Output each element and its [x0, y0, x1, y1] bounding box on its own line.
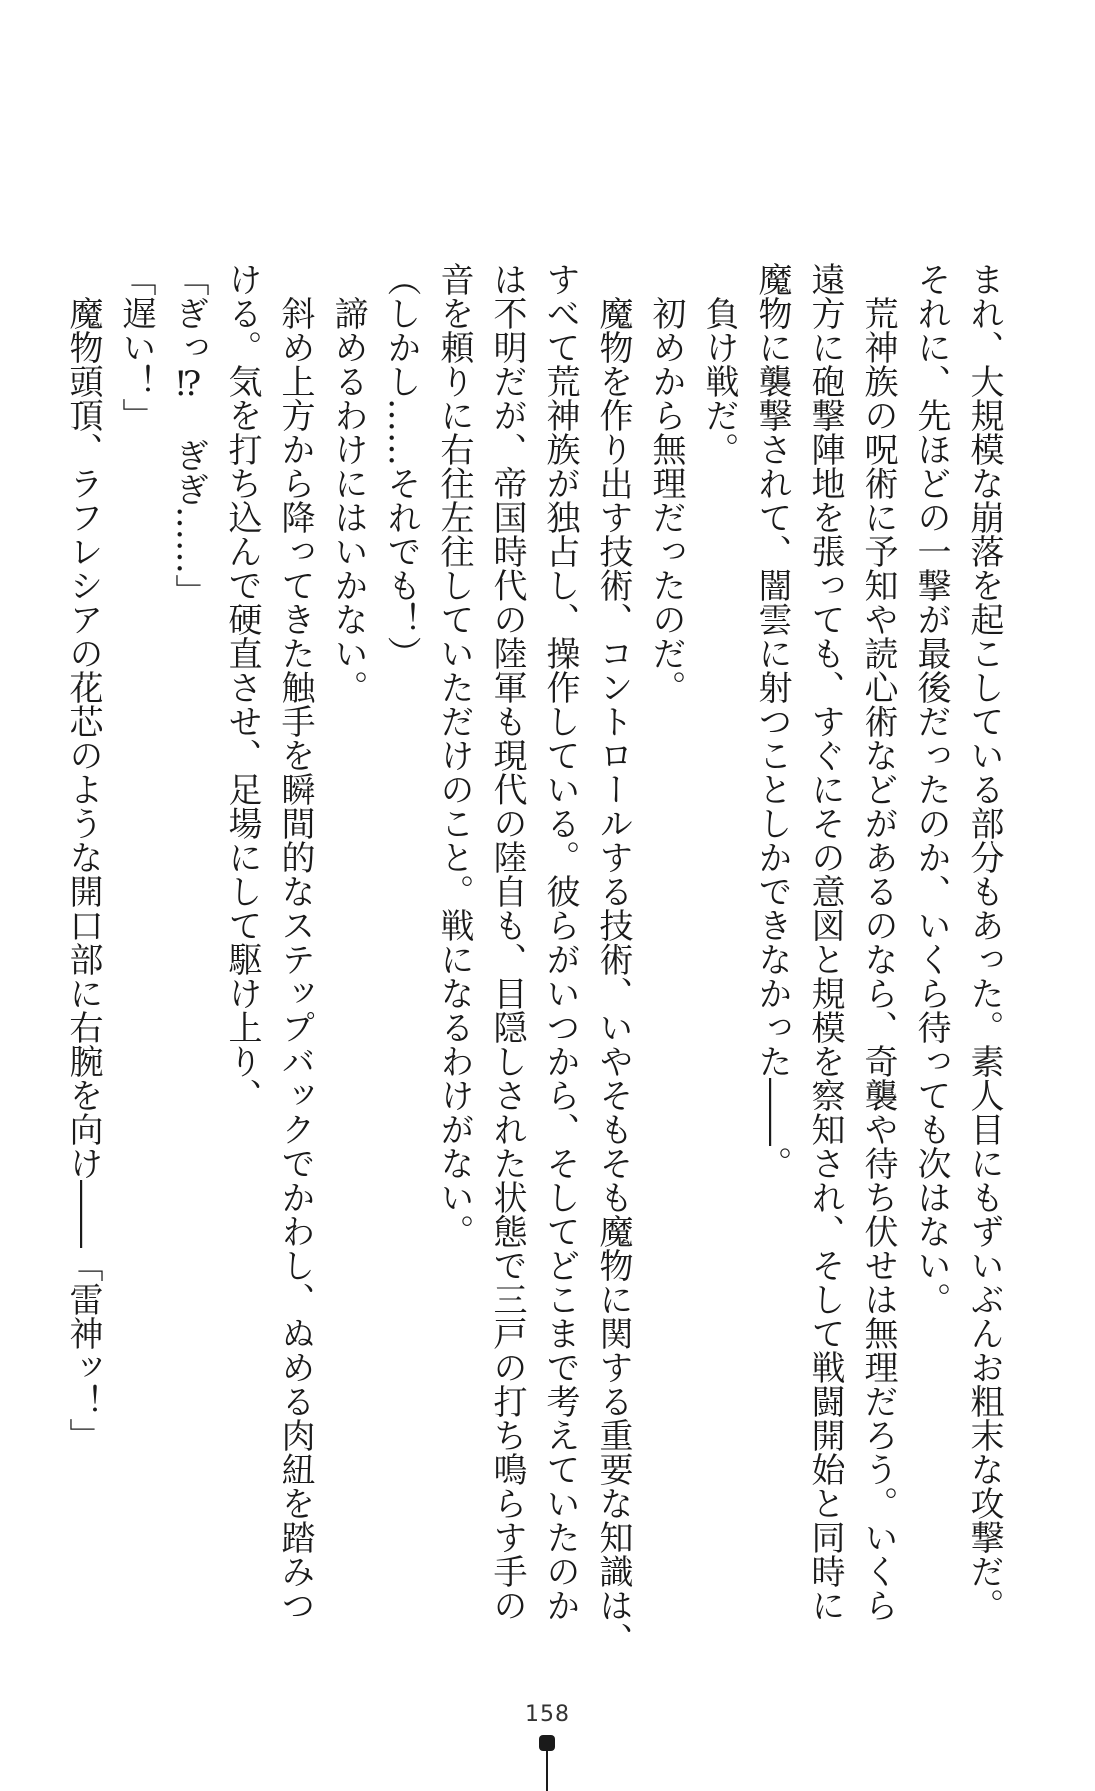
text-line: 「ぎっ⁉ ぎぎ……」: [169, 262, 209, 608]
text-line: 初めから無理だったのだ。: [646, 296, 686, 704]
text-line: 音を頼りに右往左往していただけのこと。戦になるわけがない。: [434, 262, 474, 1248]
text-line: 魔物頭頂、ラフレシアの花芯のような開口部に右腕を向け――「雷神ッ！」: [63, 296, 103, 1452]
text-line: 負け戦だ。: [699, 296, 739, 466]
text-line: ける。気を打ち込んで硬直させ、足場にして駆け上り、: [222, 262, 262, 1112]
page-number: 158: [525, 1702, 570, 1727]
text-line: 「遅い！」: [116, 262, 156, 432]
folio-rule: [546, 1751, 548, 1791]
text-line: （しかし……それでも！）: [381, 262, 421, 670]
body-text: [63, 262, 1010, 1656]
folio-ornament: [539, 1735, 555, 1751]
text-line: すべて荒神族が独占し、操作している。彼らがいつから、そしてどこまで考えていたのか: [540, 262, 580, 1622]
text-line: は不明だが、帝国時代の陸軍も現代の陸自も、目隠しされた状態で三戸の打ち鳴らす手の: [487, 262, 527, 1622]
text-line: 魔物に襲撃されて、闇雲に射つことしかできなかった――。: [752, 262, 792, 1180]
text-line: まれ、大規模な崩落を起こしている部分もあった。素人目にもずいぶんお粗末な攻撃だ。: [964, 262, 1004, 1622]
text-line: 魔物を作り出す技術、コントロールする技術、いやそもそも魔物に関する重要な知識は、: [593, 296, 633, 1656]
text-line: 諦めるわけにはいかない。: [328, 296, 368, 704]
text-line: それに、先ほどの一撃が最後だったのか、いくら待っても次はない。: [911, 262, 951, 1316]
text-line: 斜め上方から降ってきた触手を瞬間的なステップバックでかわし、ぬめる肉紐を踏みつ: [275, 296, 315, 1622]
text-line: 遠方に砲撃陣地を張っても、すぐにその意図と規模を察知され、そして戦闘開始と同時に: [805, 262, 845, 1622]
text-line: 荒神族の呪術に予知や読心術などがあるのなら、奇襲や待ち伏せは無理だろう。いくら: [858, 296, 898, 1622]
